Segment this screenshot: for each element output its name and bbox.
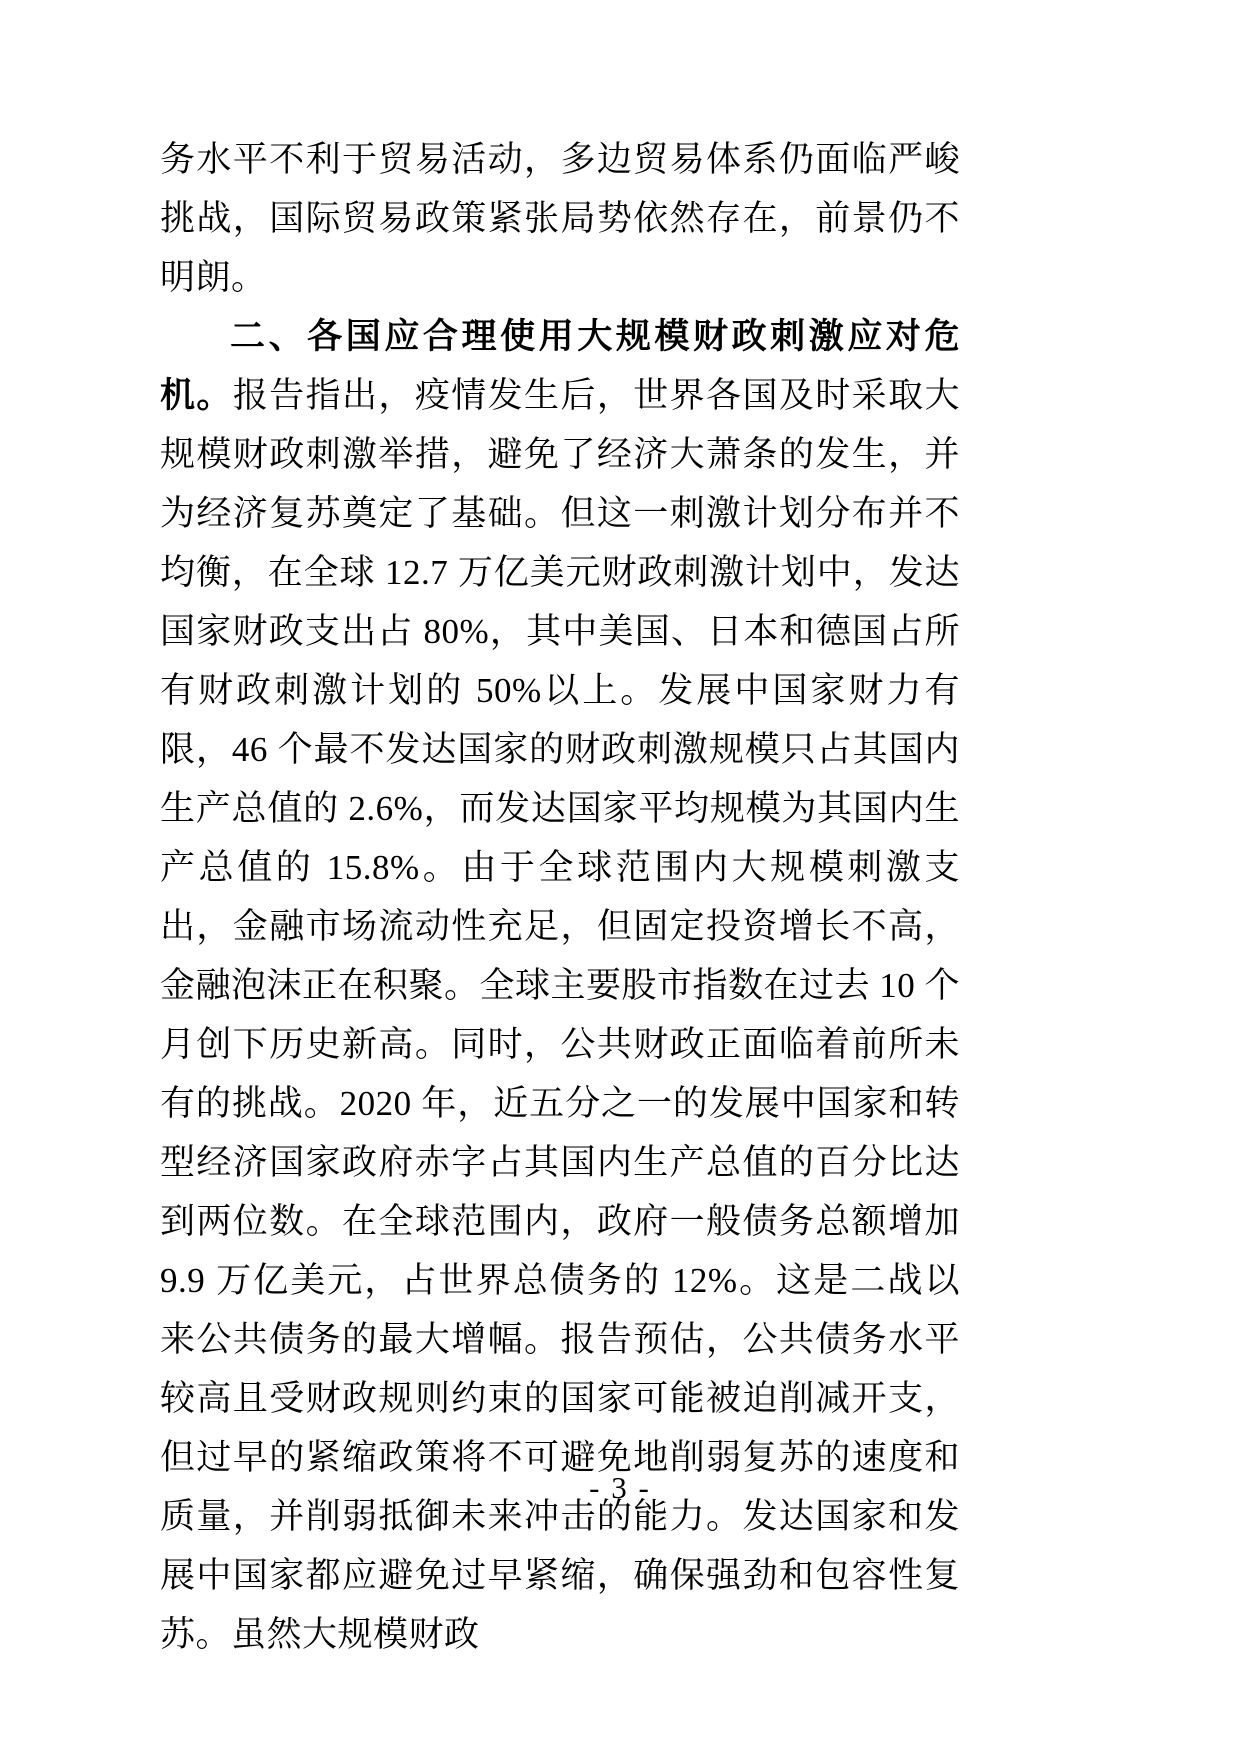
paragraph-text: 务水平不利于贸易活动，多边贸易体系仍面临严峻挑战，国际贸易政策紧张局势依然存在，前景仍不明朗。 [160, 140, 960, 297]
paragraph-continued [160, 130, 960, 307]
section-heading: 二、各国应合理使用大规模财政刺激应对危机。 [160, 317, 960, 415]
document-body [160, 130, 960, 1664]
page-number: - 3 - [589, 1470, 651, 1505]
paragraph-section-two [160, 307, 960, 1664]
paragraph-text: 报告指出，疫情发生后，世界各国及时采取大规模财政刺激举措，避免了经济大萧条的发生，并为经济复苏奠定了基础。但这一刺激计划分布并不均衡，在全球 12.7 万亿美元财政刺激计划中，发达国家财政支出占 80%，其中美国、日本和德国占所有财政刺激计划的 50%以上。发展中国家财力有限，46 个最不发达国家的财政刺激规模只占其国内生产总值的 2.6%，而发达国家平均规模为其国内生产总值的 15.8%。由于全球范围内大规模刺激支出，金融市场流动性充足，但固定投资增长不高，金融泡沫正在积聚。全球主要股市指数在过去 10 个月创下历史新高。同时，公共财政正面临着前所未有的挑战。2020 年，近五分之一的发展中国家和转型经济国家政府赤字占其国内生产总值的百分比达到两位数。在全球范围内，政府一般债务总额增加 9.9 万亿美元，占世界总债务的 12%。这是二战以来公共债务的最大增幅。报告预估，公共债务水平较高且受财政规则约束的国家可能被迫削减开支，但过早的紧缩政策将不可避免地削弱复苏的速度和质量，并削弱抵御未来冲击的能力。发达国家和发展中国家都应避免过早紧缩，确保强劲和包容性复苏。虽然大规模财政 [160, 376, 961, 1654]
